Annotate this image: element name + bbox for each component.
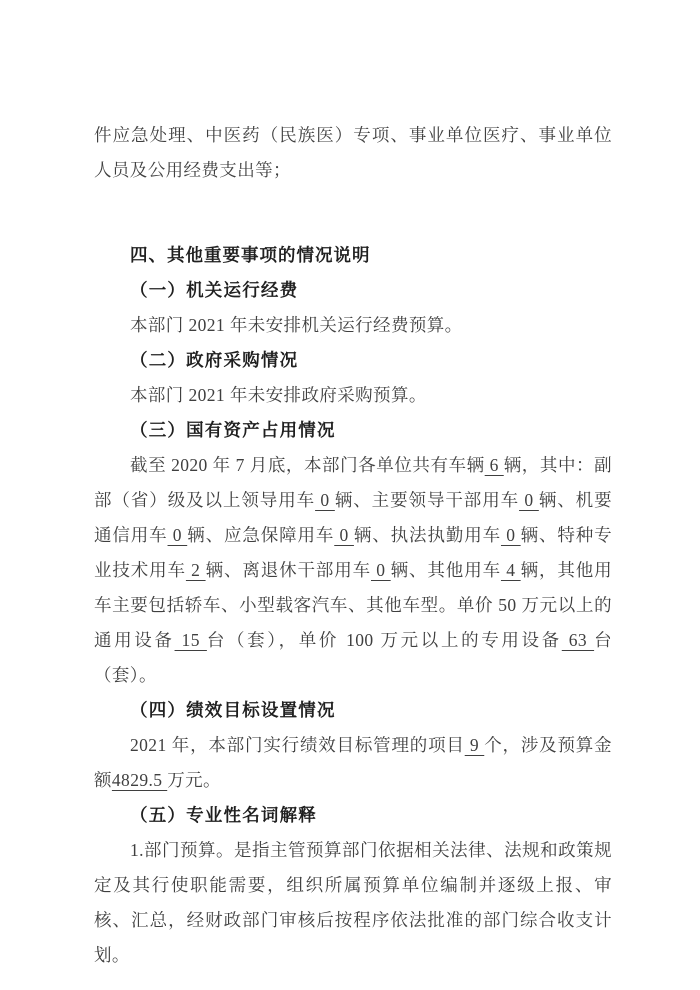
text-run: （五）专业性名词解释 [130, 805, 317, 825]
text-run: 辆、应急保障用车 [187, 525, 335, 545]
text-run: 万元。 [167, 770, 221, 790]
underlined-value: 4 [500, 560, 521, 580]
text-run: 四、其他重要事项的情况说明 [130, 245, 371, 265]
text-run: 个，涉及预算金额 [94, 735, 612, 790]
heading-4-5 [94, 798, 612, 833]
text-run: 台（套），单价 100 万元以上的专用设备 [206, 630, 562, 650]
heading-4-1 [94, 273, 612, 308]
heading-4-2 [94, 343, 612, 378]
text-run: 辆、其他用车 [390, 560, 501, 580]
underlined-value: 0 [519, 490, 539, 510]
underlined-value: 2 [185, 560, 206, 580]
text-run: 辆、执法执勤用车 [353, 525, 501, 545]
text-run: 辆、离退休干部用车 [205, 560, 371, 580]
document-content [94, 118, 612, 973]
text-run: 辆，其他用车主要包括轿车、小型载客汽车、其他车型。单价 50 万元以上的通用设备 [94, 560, 613, 650]
text-run: （三）国有资产占用情况 [130, 420, 336, 440]
text-run: 辆、机要通信用车 [94, 490, 612, 545]
underlined-value: 63 [561, 630, 595, 650]
text-run: 2021 年，本部门实行绩效目标管理的项目 [130, 735, 465, 755]
text-run: 截至 2020 年 7 月底，本部门各单位共有车辆 [130, 455, 485, 475]
paragraph-continuation [94, 118, 612, 188]
paragraph-term-definition-1 [94, 833, 612, 973]
text-run: （二）政府采购情况 [130, 350, 299, 370]
text-run: （四）绩效目标设置情况 [130, 700, 336, 720]
text-run: （一）机关运行经费 [130, 280, 299, 300]
heading-4-4 [94, 693, 612, 728]
text-run: 1.部门预算。是指主管预算部门依据相关法律、法规和政策规定及其行使职能需要，组织所属预算单位编制并逐级上报、审核、汇总，经财政部门审核后按程序依法批准的部门综合收支计划。 [94, 840, 612, 965]
heading-section-4 [94, 238, 612, 273]
heading-4-3 [94, 413, 612, 448]
text-run: 本部门 2021 年未安排政府采购预算。 [130, 385, 427, 405]
text-run: 辆，其中：副部（省）级及以上领导用车 [94, 455, 612, 510]
underlined-value: 0 [315, 490, 335, 510]
paragraph-state-assets [94, 448, 612, 693]
text-run: 辆、主要领导干部用车 [334, 490, 520, 510]
paragraph-government-procurement [94, 378, 612, 413]
underlined-value: 6 [484, 455, 504, 475]
text-run: 辆、特种专业技术用车 [94, 525, 613, 580]
text-run: 件应急处理、中医药（民族医）专项、事业单位医疗、事业单位人员及公用经费支出等； [94, 125, 612, 180]
text-run: 台（套）。 [94, 630, 612, 685]
paragraph-agency-operating-funds [94, 308, 612, 343]
underlined-value: 0 [500, 525, 521, 545]
text-run: 本部门 2021 年未安排机关运行经费预算。 [130, 315, 463, 335]
underlined-value: 0 [167, 525, 188, 545]
paragraph-performance-targets [94, 728, 612, 798]
underlined-value: 0 [371, 560, 391, 580]
underlined-value: 4829.5 [111, 770, 168, 790]
underlined-value: 15 [174, 630, 207, 650]
underlined-value: 9 [464, 735, 485, 755]
underlined-value: 0 [334, 525, 354, 545]
